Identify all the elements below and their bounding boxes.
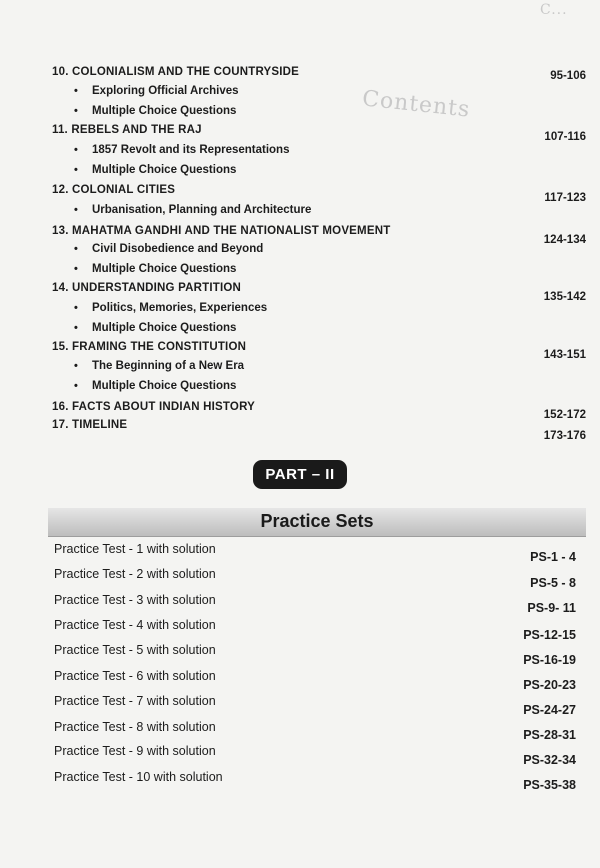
practice-test-pages: PS-12-15 xyxy=(523,628,576,642)
practice-test-label: Practice Test - 1 with solution xyxy=(54,542,216,556)
practice-test-label: Practice Test - 4 with solution xyxy=(54,618,216,632)
subtopic: Multiple Choice Questions xyxy=(92,105,237,117)
subtopic: 1857 Revolt and its Representations xyxy=(92,144,290,156)
chapter-pages: 117-123 xyxy=(544,192,586,204)
practice-test-pages: PS-9- 11 xyxy=(527,601,576,615)
chapter-number: 17. xyxy=(52,419,69,431)
chapter-number: 15. xyxy=(52,341,69,353)
practice-test-pages: PS-5 - 8 xyxy=(530,576,576,590)
practice-sets-header xyxy=(48,508,586,537)
chapter-pages: 173-176 xyxy=(543,430,586,442)
chapter-pages: 95-106 xyxy=(550,70,586,82)
practice-test-pages: PS-35-38 xyxy=(523,778,576,792)
subtopic: Exploring Official Archives xyxy=(92,85,239,97)
subtopic: Politics, Memories, Experiences xyxy=(92,302,268,314)
chapter-pages: 135-142 xyxy=(543,291,586,303)
practice-test-pages: PS-32-34 xyxy=(523,753,576,767)
bullet-icon: • xyxy=(74,164,78,176)
chapter-number: 10. xyxy=(52,66,69,78)
chapter-title: COLONIAL CITIES xyxy=(72,184,176,196)
practice-test-pages: PS-16-19 xyxy=(523,653,576,667)
chapter-title: FRAMING THE CONSTITUTION xyxy=(72,341,247,353)
practice-test-label: Practice Test - 5 with solution xyxy=(54,643,216,657)
chapter-pages: 143-151 xyxy=(543,349,586,361)
practice-test-label: Practice Test - 10 with solution xyxy=(54,770,223,784)
subtopic: Multiple Choice Questions xyxy=(92,263,237,275)
bullet-icon: • xyxy=(74,204,78,216)
practice-test-label: Practice Test - 7 with solution xyxy=(54,694,216,708)
practice-test-label: Practice Test - 9 with solution xyxy=(54,744,216,758)
practice-test-pages: PS-28-31 xyxy=(523,728,576,742)
chapter-number: 11. xyxy=(52,124,68,136)
bullet-icon: • xyxy=(74,380,78,392)
chapter-title: FACTS ABOUT INDIAN HISTORY xyxy=(72,401,256,413)
subtopic: Multiple Choice Questions xyxy=(92,322,237,334)
bullet-icon: • xyxy=(74,302,78,314)
bullet-icon: • xyxy=(74,85,78,97)
chapter-title: TIMELINE xyxy=(72,419,128,431)
chapter-title: MAHATMA GANDHI AND THE NATIONALIST MOVEMENT xyxy=(72,225,391,237)
chapter-title: REBELS AND THE RAJ xyxy=(71,124,202,136)
bullet-icon: • xyxy=(74,243,78,255)
chapter-pages: 107-116 xyxy=(544,131,586,143)
chapter-number: 14. xyxy=(52,282,69,294)
subtopic: The Beginning of a New Era xyxy=(92,360,245,372)
subtopic: Civil Disobedience and Beyond xyxy=(92,243,264,255)
subtopic: Urbanisation, Planning and Architecture xyxy=(92,204,312,216)
subtopic: Multiple Choice Questions xyxy=(92,380,237,392)
practice-test-label: Practice Test - 3 with solution xyxy=(54,593,216,607)
bullet-icon: • xyxy=(74,105,78,117)
chapter-pages: 124-134 xyxy=(543,234,586,246)
bleed-through-fragment: C... xyxy=(540,2,568,18)
practice-test-pages: PS-1 - 4 xyxy=(530,550,576,564)
chapter-number: 13. xyxy=(52,225,69,237)
chapter-pages: 152-172 xyxy=(543,409,586,421)
subtopic: Multiple Choice Questions xyxy=(92,164,237,176)
part-ii-badge: PART – II xyxy=(253,460,346,489)
practice-test-label: Practice Test - 2 with solution xyxy=(54,567,216,581)
chapter-number: 16. xyxy=(52,401,69,413)
chapter-number: 12. xyxy=(52,184,69,196)
chapter-title: UNDERSTANDING PARTITION xyxy=(72,282,242,294)
practice-sets-title: Practice Sets xyxy=(260,511,374,531)
practice-test-label: Practice Test - 8 with solution xyxy=(54,720,216,734)
bullet-icon: • xyxy=(74,144,78,156)
bullet-icon: • xyxy=(74,263,78,275)
bullet-icon: • xyxy=(74,360,78,372)
practice-test-label: Practice Test - 6 with solution xyxy=(54,669,216,683)
bleed-through-heading: Contents xyxy=(360,86,472,123)
chapter-title: COLONIALISM AND THE COUNTRYSIDE xyxy=(72,66,300,78)
bullet-icon: • xyxy=(74,322,78,334)
practice-test-pages: PS-20-23 xyxy=(523,678,576,692)
practice-test-pages: PS-24-27 xyxy=(523,703,576,717)
